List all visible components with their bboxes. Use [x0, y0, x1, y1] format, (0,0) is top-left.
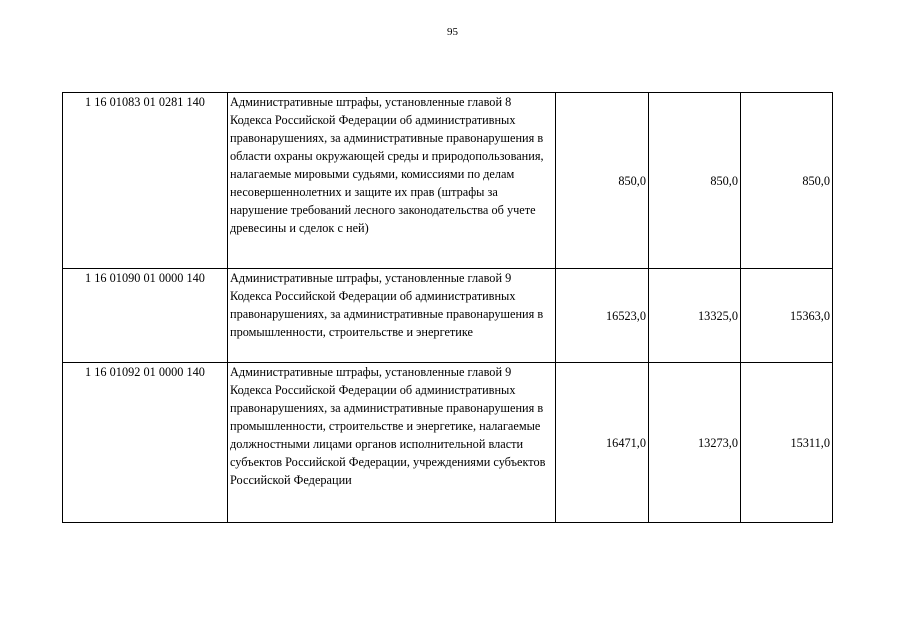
amount-cell-2: 850,0 — [649, 93, 741, 269]
table-row — [63, 269, 833, 363]
budget-code-cell: 1 16 01092 01 0000 140 — [63, 363, 228, 523]
amount-cell-3: 15311,0 — [741, 363, 833, 523]
amount-cell-3: 15363,0 — [741, 269, 833, 363]
description-cell: Административные штрафы, установленные главой 9 Кодекса Российской Федерации об административных правонарушениях, за административные правонарушения в промышленности, строительстве и энергетике — [228, 269, 556, 363]
budget-table — [62, 92, 833, 523]
table-row — [63, 363, 833, 523]
amount-cell-2: 13273,0 — [649, 363, 741, 523]
amount-cell-1: 16471,0 — [556, 363, 649, 523]
amount-cell-1: 850,0 — [556, 93, 649, 269]
amount-cell-3: 850,0 — [741, 93, 833, 269]
budget-code-cell: 1 16 01083 01 0281 140 — [63, 93, 228, 269]
description-cell: Административные штрафы, установленные главой 9 Кодекса Российской Федерации об административных правонарушениях, за административные правонарушения в промышленности, строительстве и энергетике, налагаемые должностными лицами органов исполнительной власти субъектов Российской Федерации, учреждениями субъектов Российской Федерации — [228, 363, 556, 523]
amount-cell-1: 16523,0 — [556, 269, 649, 363]
table-row — [63, 93, 833, 269]
page-number: 95 — [447, 26, 458, 38]
description-cell: Административные штрафы, установленные главой 8 Кодекса Российской Федерации об административных правонарушениях, за административные правонарушения в области охраны окружающей среды и природопользования, налагаемые мировыми судьями, комиссиями по делам несовершеннолетних и защите их прав (штрафы за нарушение требований лесного законодательства об учете древесины и сделок с ней) — [228, 93, 556, 269]
amount-cell-2: 13325,0 — [649, 269, 741, 363]
budget-code-cell: 1 16 01090 01 0000 140 — [63, 269, 228, 363]
